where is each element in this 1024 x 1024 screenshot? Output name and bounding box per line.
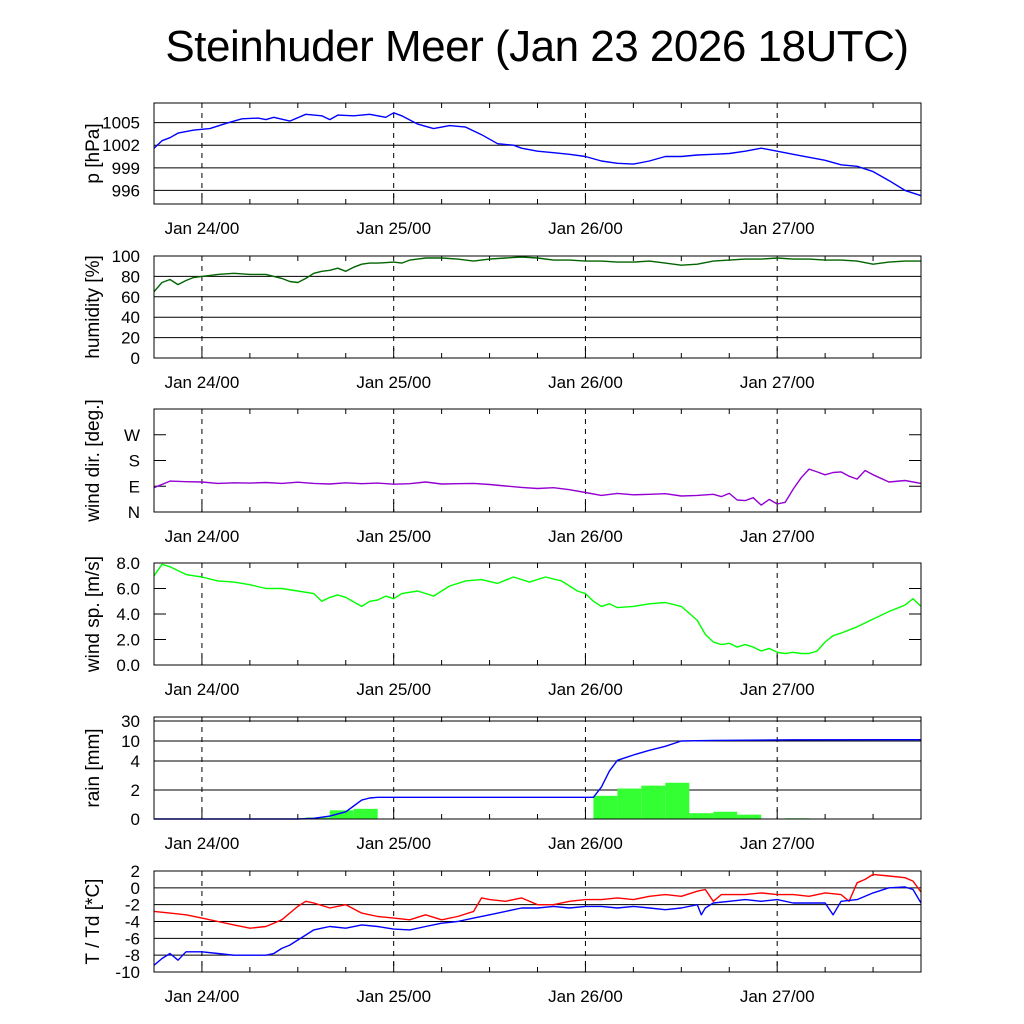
rain-bar	[737, 815, 761, 819]
x-tick-label: Jan 24/00	[164, 680, 240, 699]
y-tick-label: 999	[111, 158, 140, 178]
x-tick-label: Jan 26/00	[548, 680, 623, 699]
x-tick-label: Jan 27/00	[739, 987, 815, 1006]
y-tick-label: 60	[121, 287, 140, 307]
y-tick-label: 6.0	[116, 579, 140, 599]
wind-speed-line	[154, 564, 921, 653]
y-axis-label: rain [mm]	[83, 728, 104, 808]
y-axis-label: humidity [%]	[83, 255, 104, 359]
rain-bar	[689, 813, 713, 819]
x-tick-label: Jan 24/00	[164, 373, 240, 392]
x-tick-label: Jan 24/00	[164, 219, 240, 238]
y-tick-label: 20	[121, 328, 140, 348]
pressure-panel	[83, 103, 921, 238]
rain-bar	[665, 783, 689, 819]
y-tick-label: 996	[111, 181, 140, 201]
x-tick-label: Jan 25/00	[356, 527, 432, 546]
x-tick-label: Jan 27/00	[739, 373, 815, 392]
y-axis-label: wind dir. [deg.]	[83, 399, 104, 522]
y-tick-label: 1005	[102, 113, 140, 133]
rain-total-line	[154, 740, 921, 819]
x-tick-label: Jan 26/00	[548, 987, 623, 1006]
y-tick-label: N	[127, 503, 140, 522]
y-tick-label: 4	[130, 752, 140, 771]
dewpoint-line	[154, 887, 921, 965]
x-tick-label: Jan 26/00	[548, 219, 623, 238]
x-tick-label: Jan 27/00	[739, 219, 815, 238]
y-tick-label: S	[128, 451, 140, 471]
y-axis-label: wind sp. [m/s]	[83, 555, 104, 673]
rain-bar	[713, 812, 737, 819]
rain-bar	[593, 796, 617, 819]
y-tick-label: 2	[130, 862, 140, 881]
x-tick-label: Jan 25/00	[356, 219, 432, 238]
x-tick-label: Jan 27/00	[739, 527, 815, 546]
wind-dir-panel	[83, 399, 921, 546]
temperature-line	[154, 874, 921, 928]
x-tick-label: Jan 24/00	[164, 987, 240, 1006]
x-tick-label: Jan 25/00	[356, 987, 432, 1006]
y-tick-label: -4	[124, 912, 140, 932]
x-tick-label: Jan 26/00	[548, 373, 623, 392]
y-tick-label: W	[123, 425, 140, 445]
x-tick-label: Jan 27/00	[739, 834, 815, 853]
chart-title: Steinhuder Meer (Jan 23 2026 18UTC)	[165, 22, 909, 71]
y-tick-label: 4.0	[116, 605, 140, 624]
y-axis-label: T / Td [*C]	[83, 878, 104, 965]
y-tick-label: 8.0	[116, 554, 140, 573]
x-tick-label: Jan 25/00	[356, 680, 432, 699]
y-tick-label: -8	[124, 946, 140, 966]
rain-bar	[354, 809, 378, 819]
wind-direction-line	[154, 469, 921, 505]
rain-bar	[641, 786, 665, 819]
y-axis-label: p [hPa]	[83, 123, 104, 184]
y-tick-label: E	[128, 477, 140, 497]
y-tick-label: 0	[130, 349, 140, 368]
x-tick-label: Jan 26/00	[548, 527, 623, 546]
humidity-line	[154, 257, 921, 292]
plot-frame	[154, 563, 921, 665]
temperature-panel	[83, 862, 921, 1006]
plot-frame	[154, 717, 921, 819]
x-tick-label: Jan 27/00	[739, 680, 815, 699]
x-tick-label: Jan 25/00	[356, 373, 432, 392]
y-tick-label: 40	[121, 308, 140, 328]
y-tick-label: -6	[124, 929, 140, 949]
y-tick-label: 2.0	[116, 630, 140, 650]
wind-speed-panel	[83, 554, 921, 699]
y-tick-label: 1002	[102, 136, 140, 156]
plot-frame	[154, 409, 921, 512]
y-tick-label: -10	[115, 963, 140, 982]
humidity-panel	[83, 247, 921, 392]
y-tick-label: 2	[130, 781, 140, 800]
y-tick-label: 0	[130, 810, 140, 829]
y-tick-label: 0.0	[116, 656, 140, 675]
pressure-line	[154, 113, 921, 196]
y-tick-label: 80	[121, 267, 140, 287]
y-tick-label: 30	[121, 712, 140, 731]
x-tick-label: Jan 25/00	[356, 834, 432, 853]
x-tick-label: Jan 26/00	[548, 834, 623, 853]
y-tick-label: 100	[111, 247, 140, 266]
plot-frame	[154, 256, 921, 358]
y-tick-label: 10	[121, 732, 140, 751]
y-tick-label: 0	[130, 878, 140, 898]
rain-panel	[83, 712, 921, 853]
rain-bar	[617, 789, 641, 819]
x-tick-label: Jan 24/00	[164, 834, 240, 853]
x-tick-label: Jan 24/00	[164, 527, 240, 546]
y-tick-label: -2	[124, 895, 140, 915]
